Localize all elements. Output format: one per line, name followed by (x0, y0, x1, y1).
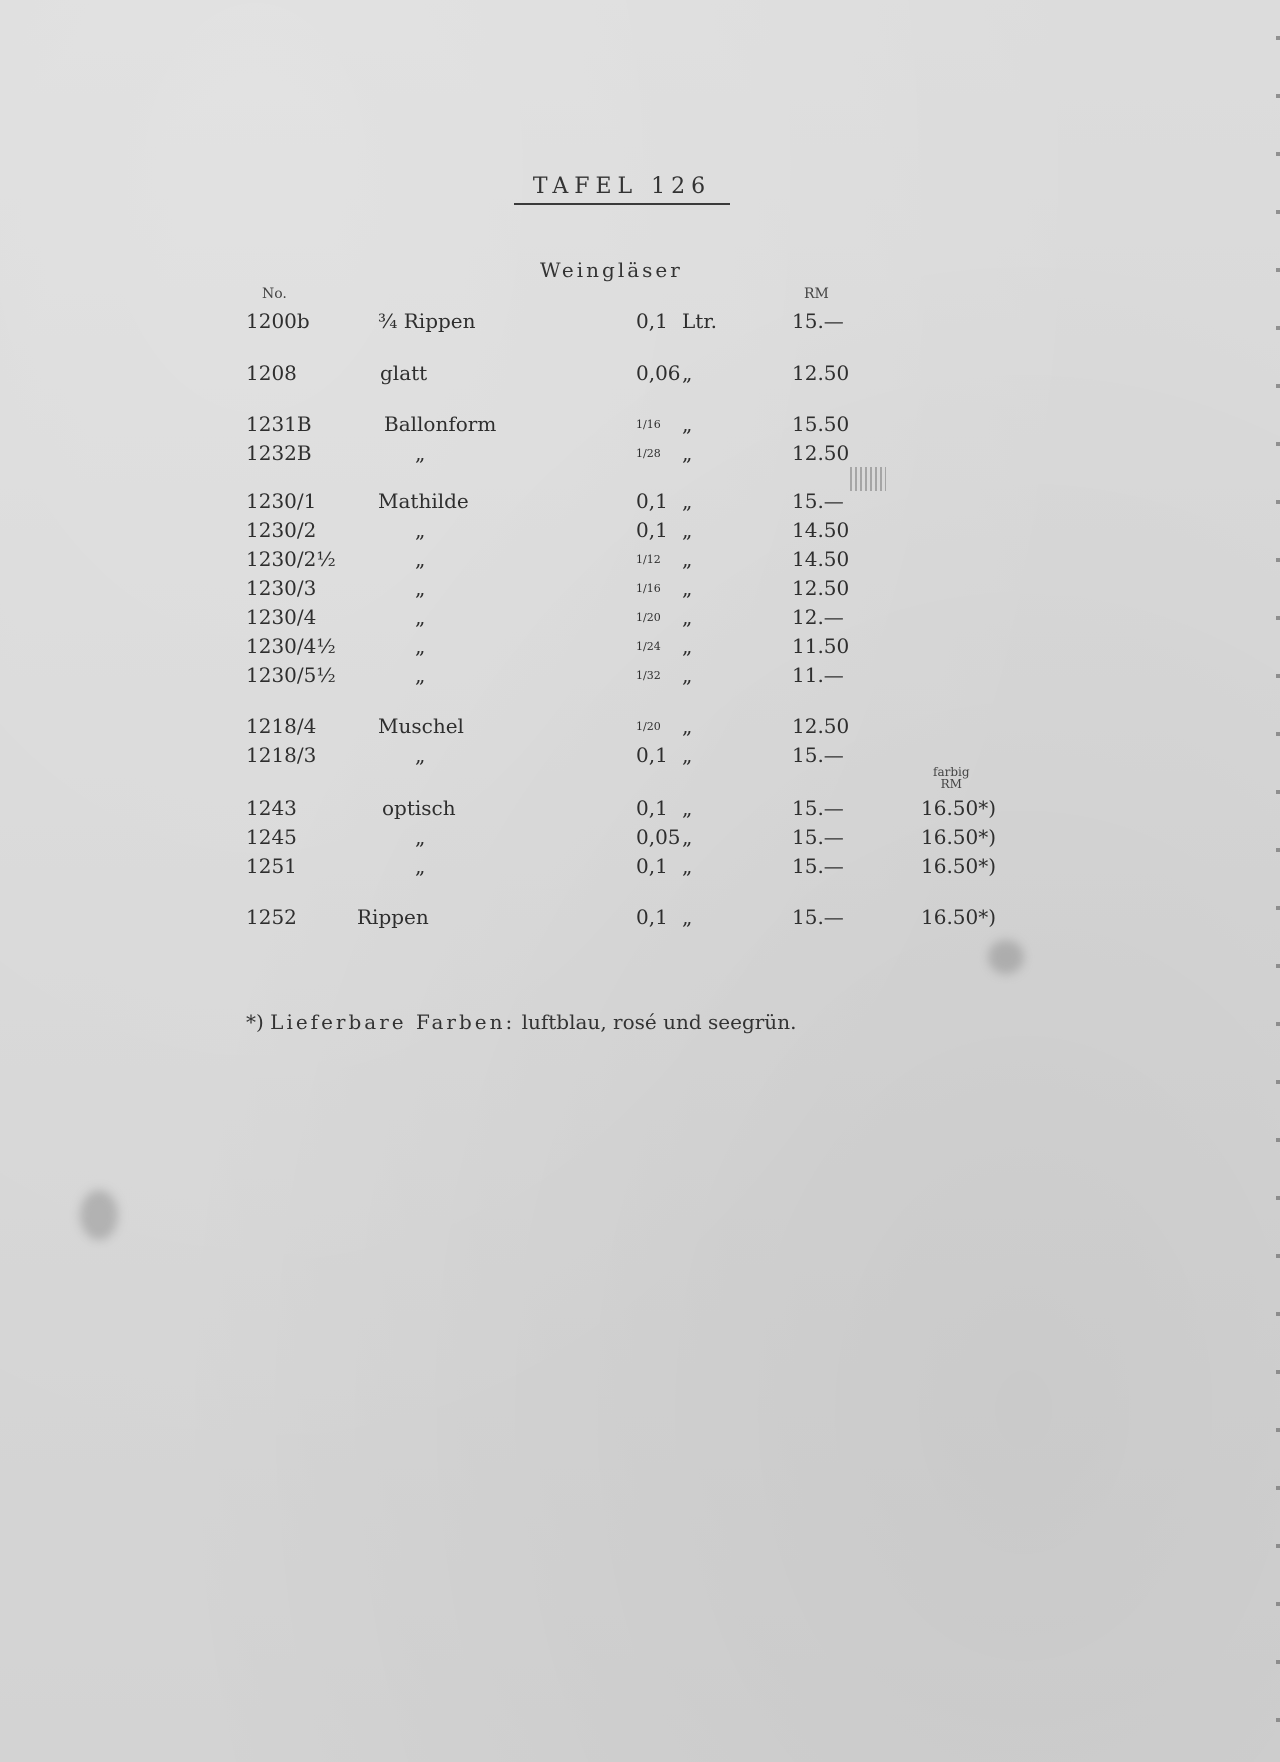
table-row (0, 604, 1280, 630)
item-number: 1218/3 (246, 743, 317, 767)
item-unit: „ (682, 663, 693, 687)
table-row (0, 713, 1280, 739)
item-price: 15.— (792, 854, 844, 878)
item-name: „ (415, 576, 426, 600)
page-edge-marks (1276, 0, 1280, 1762)
item-name: „ (415, 441, 426, 465)
item-capacity: 0,05 (636, 825, 681, 849)
item-capacity: 0,1 (636, 905, 668, 929)
item-unit: „ (682, 576, 693, 600)
item-price: 15.— (792, 825, 844, 849)
table-row (0, 904, 1280, 930)
item-price: 14.50 (792, 518, 850, 542)
item-price: 15.— (792, 489, 844, 513)
table-row (0, 824, 1280, 850)
item-capacity: 1/20 (636, 611, 661, 624)
table-row (0, 662, 1280, 688)
item-name: Mathilde (378, 489, 469, 513)
table-row (0, 440, 1280, 466)
item-name: „ (415, 743, 426, 767)
item-number: 1230/2½ (246, 547, 336, 571)
item-price: 14.50 (792, 547, 850, 571)
item-unit: „ (682, 825, 693, 849)
ink-smudge (80, 1190, 118, 1240)
item-unit: „ (682, 605, 693, 629)
item-number: 1243 (246, 796, 297, 820)
table-row (0, 853, 1280, 879)
item-number: 1231B (246, 412, 312, 436)
item-capacity: 1/28 (636, 447, 661, 460)
item-number: 1230/5½ (246, 663, 336, 687)
item-unit: „ (682, 905, 693, 929)
item-price: 11.— (792, 663, 844, 687)
column-header-colored-price (933, 766, 970, 790)
item-price: 15.50 (792, 412, 850, 436)
item-capacity: 1/16 (636, 418, 661, 431)
item-price: 12.50 (792, 361, 850, 385)
item-number: 1230/4½ (246, 634, 336, 658)
item-name: Muschel (378, 714, 464, 738)
item-name: ¾ Rippen (378, 309, 476, 333)
footnote (246, 1010, 796, 1034)
item-colored-price: 16.50*) (921, 796, 997, 820)
item-price: 15.— (792, 796, 844, 820)
item-unit: „ (682, 361, 693, 385)
column-header-number: No. (262, 286, 287, 302)
item-unit: „ (682, 518, 693, 542)
item-name: „ (415, 634, 426, 658)
item-capacity: 1/16 (636, 582, 661, 595)
table-row (0, 411, 1280, 437)
item-unit: „ (682, 854, 693, 878)
item-name: glatt (380, 361, 428, 385)
item-number: 1245 (246, 825, 297, 849)
item-capacity: 0,1 (636, 489, 668, 513)
item-price: 15.— (792, 905, 844, 929)
item-unit: „ (682, 634, 693, 658)
table-row (0, 308, 1280, 334)
item-number: 1218/4 (246, 714, 317, 738)
item-number: 1230/4 (246, 605, 317, 629)
item-price: 12.50 (792, 441, 850, 465)
item-name: Rippen (357, 905, 429, 929)
table-row (0, 575, 1280, 601)
table-row (0, 795, 1280, 821)
page-title: TAFEL 126 (532, 174, 712, 199)
item-name: optisch (382, 796, 456, 820)
item-capacity: 0,1 (636, 854, 668, 878)
item-price: 12.— (792, 605, 844, 629)
item-unit: Ltr. (682, 309, 718, 333)
item-number: 1232B (246, 441, 312, 465)
item-unit: „ (682, 547, 693, 571)
title-underline (514, 203, 730, 205)
item-colored-price: 16.50*) (921, 905, 997, 929)
item-capacity: 1/12 (636, 553, 661, 566)
footnote-text: luftblau, rosé und seegrün. (521, 1010, 797, 1034)
table-row (0, 360, 1280, 386)
ink-smudge (988, 940, 1024, 974)
item-capacity: 1/24 (636, 640, 661, 653)
footnote-marker: *) (246, 1010, 264, 1034)
item-name: „ (415, 854, 426, 878)
item-unit: „ (682, 489, 693, 513)
colored-price-currency: RM (940, 777, 962, 791)
item-unit: „ (682, 796, 693, 820)
section-heading: Weingläser (540, 258, 683, 282)
item-capacity: 1/20 (636, 720, 661, 733)
item-capacity: 1/32 (636, 669, 661, 682)
item-capacity: 0,1 (636, 518, 668, 542)
item-number: 1252 (246, 905, 297, 929)
item-capacity: 0,06 (636, 361, 681, 385)
colored-price-label: farbig (933, 765, 970, 779)
table-row (0, 546, 1280, 572)
item-capacity: 0,1 (636, 743, 668, 767)
column-header-price: RM (804, 286, 829, 302)
item-price: 12.50 (792, 576, 850, 600)
table-row (0, 742, 1280, 768)
item-number: 1230/3 (246, 576, 317, 600)
item-capacity: 0,1 (636, 309, 668, 333)
item-name: „ (415, 663, 426, 687)
item-price: 15.— (792, 743, 844, 767)
item-number: 1230/2 (246, 518, 317, 542)
item-unit: „ (682, 743, 693, 767)
item-colored-price: 16.50*) (921, 825, 997, 849)
item-name: Ballonform (384, 412, 497, 436)
item-number: 1200b (246, 309, 310, 333)
item-price: 11.50 (792, 634, 850, 658)
item-colored-price: 16.50*) (921, 854, 997, 878)
footnote-label: Lieferbare Farben: (270, 1010, 516, 1034)
item-unit: „ (682, 441, 693, 465)
item-unit: „ (682, 714, 693, 738)
item-number: 1230/1 (246, 489, 317, 513)
item-name: „ (415, 825, 426, 849)
table-row (0, 488, 1280, 514)
item-name: „ (415, 605, 426, 629)
item-name: „ (415, 518, 426, 542)
item-price: 15.— (792, 309, 844, 333)
item-price: 12.50 (792, 714, 850, 738)
item-capacity: 0,1 (636, 796, 668, 820)
item-unit: „ (682, 412, 693, 436)
item-number: 1251 (246, 854, 297, 878)
table-row (0, 633, 1280, 659)
item-name: „ (415, 547, 426, 571)
table-row (0, 517, 1280, 543)
item-number: 1208 (246, 361, 297, 385)
